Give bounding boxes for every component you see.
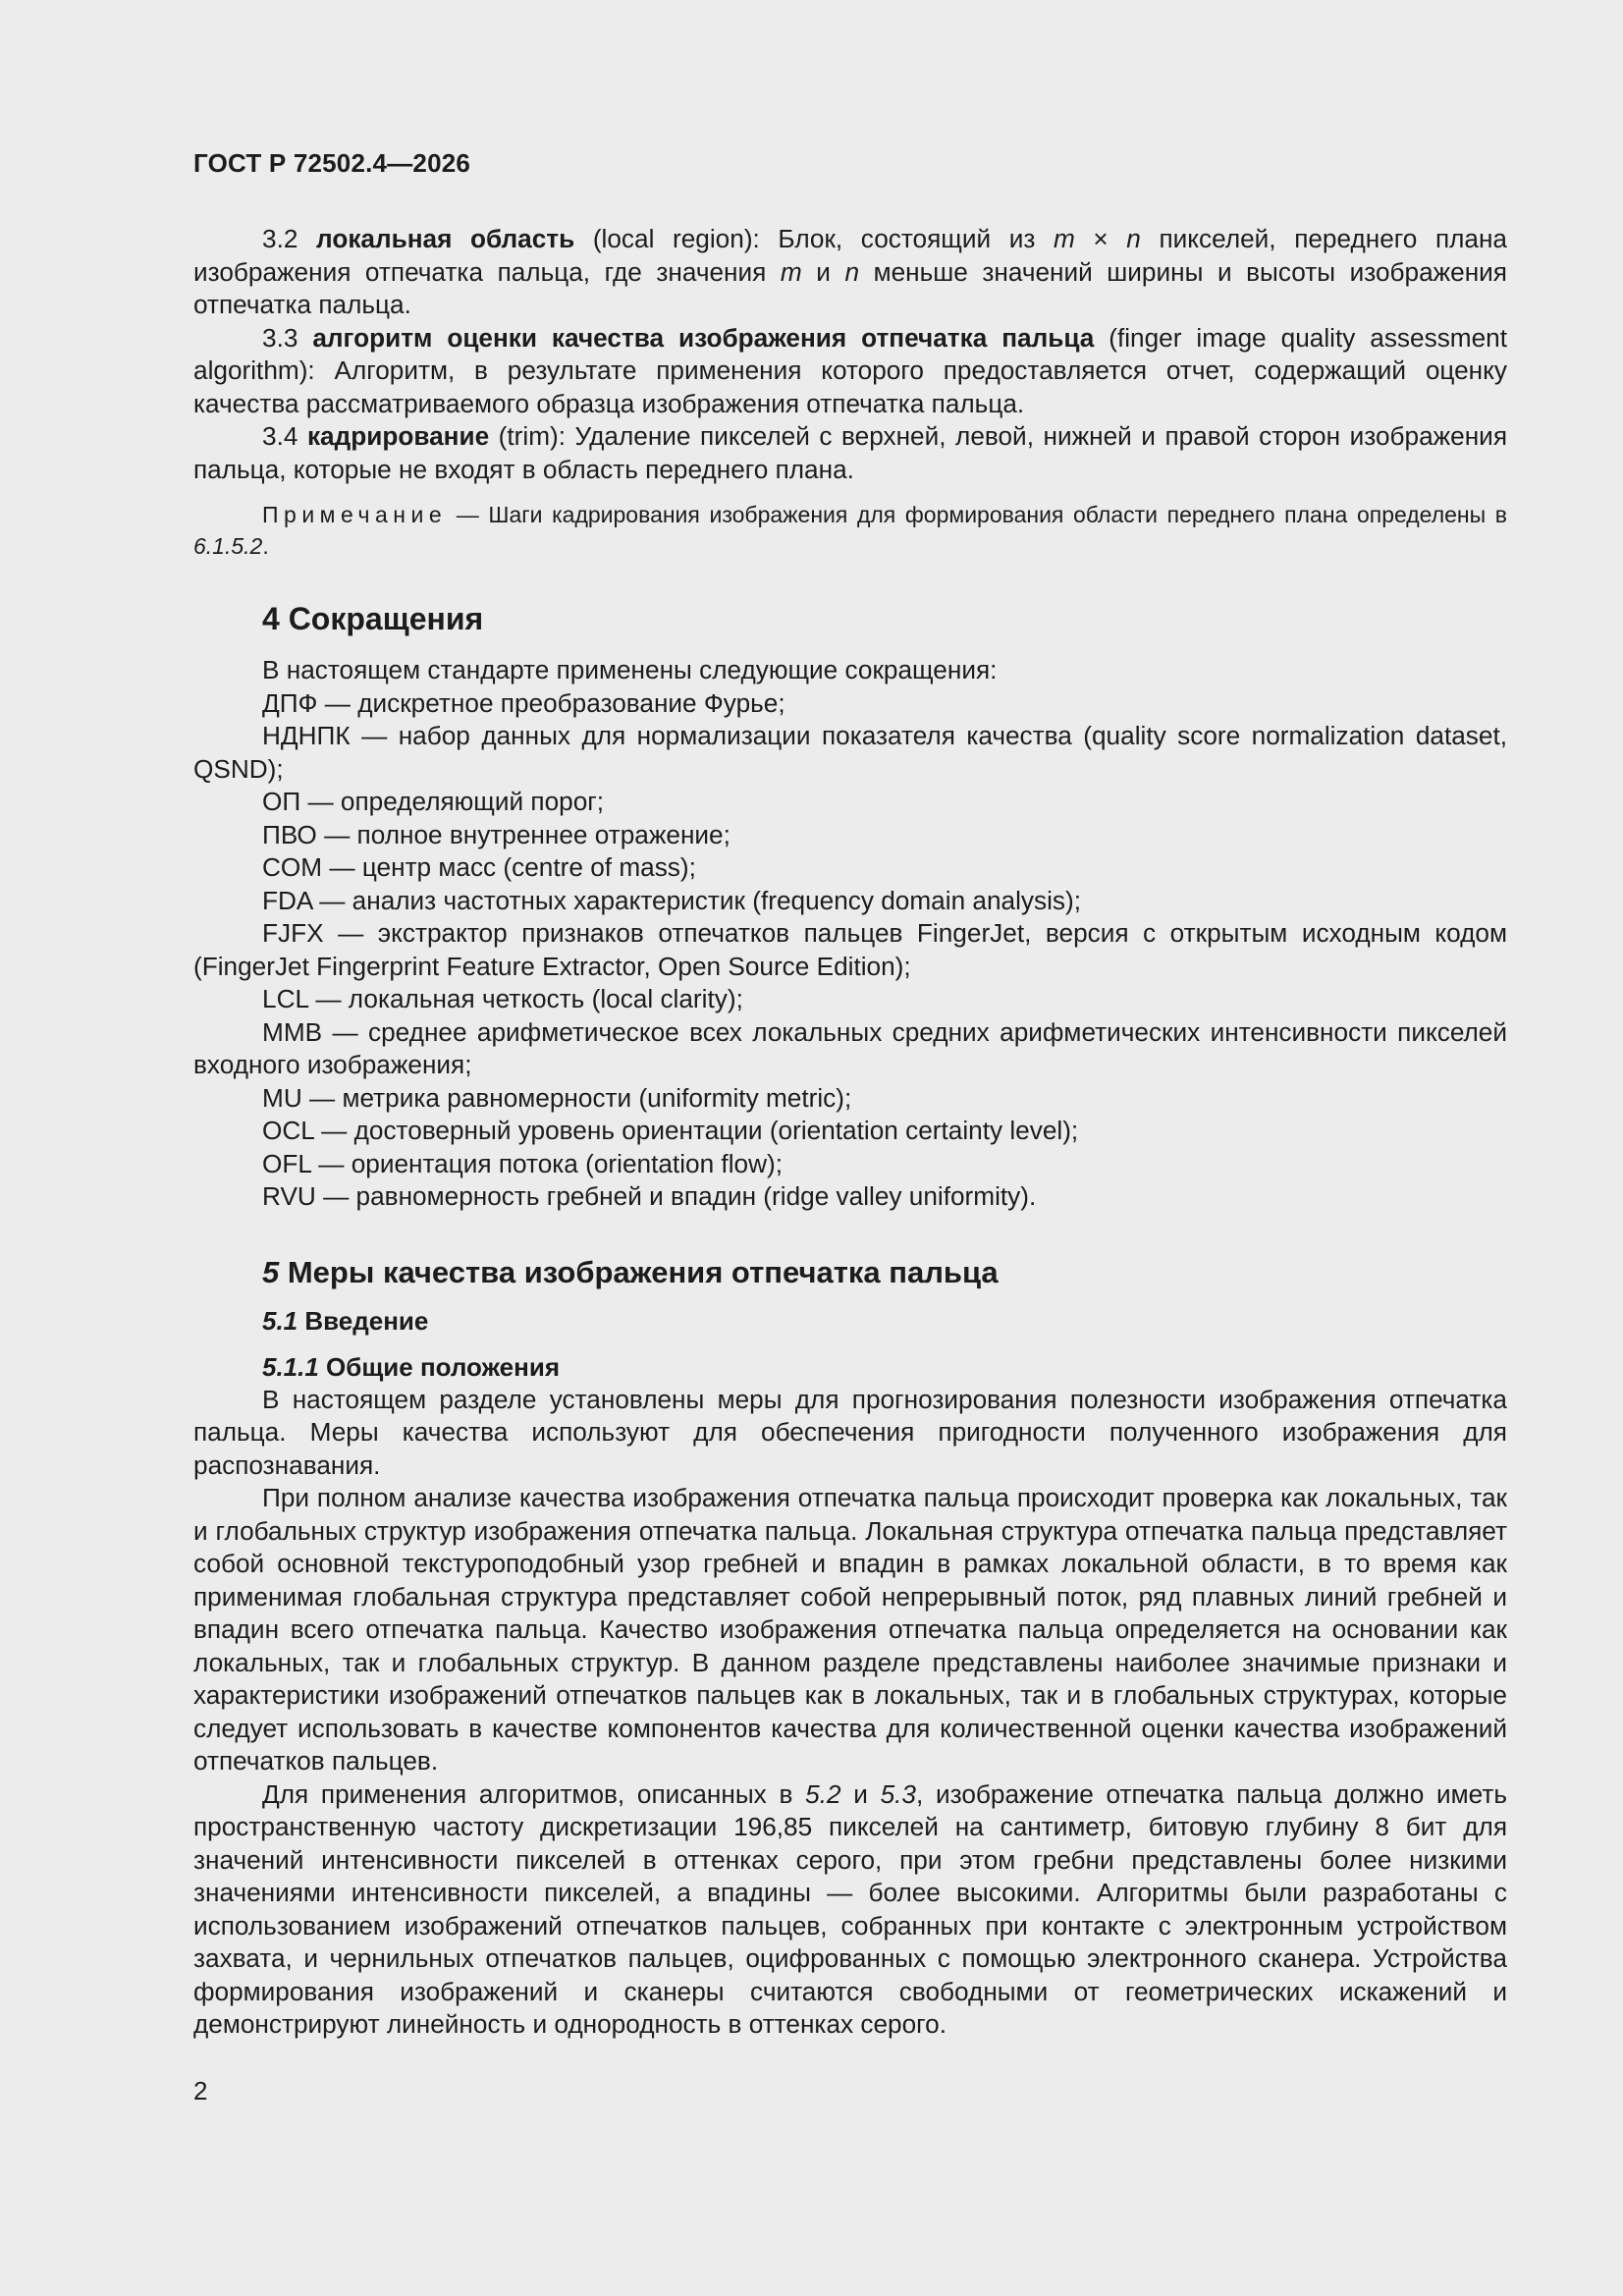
term-english: (local region)	[592, 224, 753, 253]
term-number: 3.4	[262, 421, 298, 451]
section-4-heading: 4 Сокращения	[262, 601, 484, 636]
page-number: 2	[193, 2076, 208, 2105]
section-number: 5	[262, 1254, 280, 1289]
abbreviation-item: OFL — ориентация потока (orientation flow);	[262, 1148, 783, 1178]
term-number: 3.3	[262, 322, 298, 353]
note	[193, 499, 1507, 562]
term-number: 3.2	[262, 224, 298, 253]
term-3-3	[193, 322, 1507, 421]
abbreviation-item: НДНПК — набор данных для нормализации показателя качества (quality score normalization dataset, QSND);	[193, 721, 1507, 784]
subsection-number: 5.1	[262, 1305, 298, 1336]
section-5-heading	[262, 1253, 1507, 1292]
abbreviation-item: ДПФ — дискретное преобразование Фурье;	[262, 687, 785, 718]
subsection-5-1-1-heading	[262, 1351, 1507, 1384]
document-header: ГОСТ Р 72502.4—2026	[193, 148, 471, 178]
term-title: локальная область	[316, 224, 575, 253]
term-definition: (finger image quality assessment algorithm): Алгоритм, в результате применения которого предоставляется отчет, содержащий оценку качества рассматриваемого образца изображения отпечатка пальца.	[193, 322, 1508, 418]
note-end: .	[262, 533, 269, 559]
subsection-5-1-heading	[262, 1304, 1507, 1338]
variable-n: n	[1126, 224, 1141, 253]
section-4-intro: В настоящем стандарте применены следующие сокращения:	[262, 655, 998, 684]
term-3-2	[193, 223, 1507, 322]
paragraph: При полном анализе качества изображения отпечатка пальца происходит проверка как локальных, так и глобальных структур изображения отпечатка пальца. Локальная структура отпечатка пальца представляет собой основной текстуроподобный узор гребней и впадин в рамках локальной области, в то время как применимая глобальная структура представляет собой непрерывный поток, ряд плавных линий гребней и впадин всего отпечатка пальца. Качество изображения отпечатка пальца определяется на основании как локальных, так и глобальных структур. В данном разделе представлены наиболее значимые признаки и характеристики изображений отпечатков пальцев как в локальных, так и в глобальных структурах, которые следует использовать в качестве компонентов качества для количественной оценки качества изображений отпечатков пальцев.	[193, 1483, 1507, 1776]
term-title: алгоритм оценки качества изображения отпечатка пальца	[312, 322, 1095, 353]
section-title: Меры качества изображения отпечатка пальца	[279, 1254, 999, 1289]
term-title: кадрирование	[306, 421, 490, 451]
abbreviation-item: COM — центр масс (centre of mass);	[262, 852, 696, 882]
variable-m: m	[1053, 224, 1075, 253]
note-text: — Шаги кадрирования изображения для формирования области переднего плана определены в	[447, 502, 1507, 527]
paragraph-text: , изображение отпечатка пальца должно иметь пространственную частоту дискретизации 196,85 пикселей на сантиметр, битовую глубину 8 бит для значений интенсивности пикселей в оттенках серого, при этом гребни представлены более низкими значениями интенсивности пикселей, а впадины — более высокими. Алгоритмы были разработаны с использованием изображений отпечатков пальцев, собранных при контакте с электронным устройством захвата, и чернильных отпечатков пальцев, оцифрованных с помощью электронного сканера. Устройства формирования изображений и сканеры считаются свободными от геометрических искажений и демонстрируют линейность и однородность в оттенках серого.	[193, 1778, 1507, 2039]
cross-reference: 5.2	[805, 1778, 841, 1809]
subsection-number: 5.1.1	[262, 1351, 319, 1382]
note-label: Примечание	[262, 502, 448, 527]
paragraph: В настоящем разделе установлены меры для прогнозирования полезности изображения отпечатка пальца. Меры качества используют для обеспечения пригодности полученного изображения для распознавания.	[193, 1384, 1507, 1480]
abbreviation-item: FJFX — экстрактор признаков отпечатков пальцев FingerJet, версия с открытым исходным кодом (FingerJet Fingerprint Feature Extractor, Open Source Edition);	[193, 918, 1507, 981]
document-body	[193, 223, 1507, 2042]
term-definition: (trim): Удаление пикселей с верхней, левой, нижней и правой сторон изображения пальца, которые не входят в область переднего плана.	[193, 421, 1507, 484]
times-sign: ×	[1074, 224, 1127, 253]
term-definition-part: : Блок, состоящий из	[752, 224, 1054, 253]
term-3-4	[193, 420, 1507, 486]
term-definition-part: меньше значений ширины и высоты изображения отпечатка пальца.	[193, 256, 1507, 319]
abbreviation-item: FDA — анализ частотных характеристик (frequency domain analysis);	[262, 885, 1082, 915]
paragraph-text: и	[840, 1778, 881, 1809]
variable-n: n	[844, 256, 860, 287]
subsection-title: Общие положения	[318, 1351, 560, 1382]
subsection-title: Введение	[298, 1305, 429, 1336]
term-definition-part: пикселей, переднего плана изображения отпечатка пальца, где значения	[193, 224, 1507, 287]
note-reference: 6.1.5.2	[193, 533, 263, 559]
abbreviation-item: MMB — среднее арифметическое всех локальных средних арифметических интенсивности пикселей входного изображения;	[193, 1016, 1507, 1079]
abbreviation-item: LCL — локальная четкость (local clarity);	[262, 984, 743, 1013]
paragraph	[193, 1778, 1507, 2042]
abbreviation-item: OCL — достоверный уровень ориентации (orientation certainty level);	[262, 1116, 1079, 1145]
abbreviation-item: MU — метрика равномерности (uniformity metric);	[262, 1082, 852, 1113]
abbreviations-list	[193, 687, 1507, 1214]
paragraph-text: Для применения алгоритмов, описанных в	[262, 1778, 806, 1809]
variable-m: m	[780, 256, 802, 287]
abbreviation-item: ПВО — полное внутреннее отражение;	[262, 819, 730, 849]
abbreviation-item: ОП — определяющий порог;	[262, 787, 605, 816]
cross-reference: 5.3	[880, 1778, 916, 1809]
conjunction: и	[801, 256, 845, 287]
abbreviation-item: RVU — равномерность гребней и впадин (ridge valley uniformity).	[262, 1181, 1037, 1211]
